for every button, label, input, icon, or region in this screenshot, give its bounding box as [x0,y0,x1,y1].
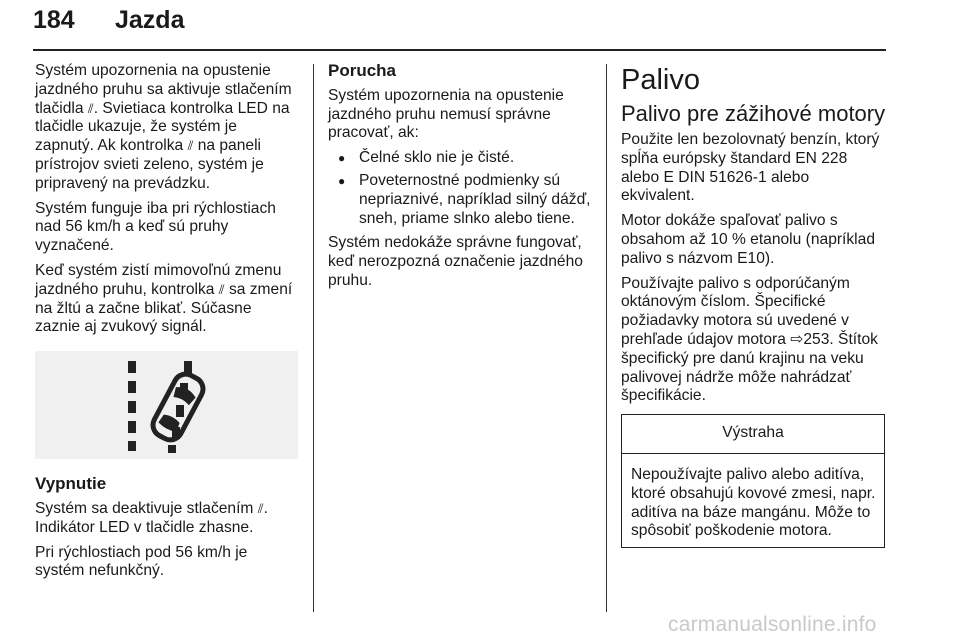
text: sa zmení na žltú a začne blikať. Súčasne zaznie aj zvukový signál. [35,280,293,336]
column-3 [621,62,887,548]
lane-departure-icon [35,351,298,459]
warning-body: Nepoužívajte palivo alebo aditíva, ktoré obsahujú kovové zmesi, napr. aditíva na báze mangánu. Môže to spôsobiť poškodenie motora. [631,465,876,540]
text: na paneli prístrojov svieti zeleno, systém je pripravený na prevádzku. [35,137,264,192]
text: Systém upozornenia na opustenie jazdného pruhu sa aktivuje stlačením tlačidla [35,62,292,117]
column-1 [35,62,300,587]
section-heading-porucha: Porucha [328,61,397,80]
chapter-heading: Palivo [621,64,700,96]
paragraph [621,275,887,407]
page-reference-icon: ⇨ [790,330,804,348]
lane-assist-icon: ⫽ [257,500,264,516]
paragraph [35,262,300,337]
list-item: ● Čelné sklo nie je čisté. [328,149,596,168]
page-header [33,6,886,46]
text: . Svietiaca kontrolka LED na tlačidle ukazuje, že systém je zapnutý. Ak kontrolka [35,99,290,155]
paragraph [35,500,300,538]
section-heading-vypnutie: Vypnutie [35,474,107,494]
page-number: 184 [33,6,75,34]
lane-departure-figure [35,351,298,459]
text: . Indikátor LED v tlačidle zhasne. [35,499,268,536]
lane-assist-icon: ⫽ [218,281,225,297]
warning-box [621,414,885,548]
paragraph: Motor dokáže spaľovať palivo s obsahom až 10 % etanolu (napríklad palivo s názvom E10). [621,212,875,267]
paragraph: Použite len bezolovnatý benzín, ktorý spĺňa európsky štandard EN 228 alebo E DIN 51626-1 alebo ekvivalent. [621,131,880,205]
paragraph: Systém upozornenia na opustenie jazdného pruhu nemusí správne pracovať, ak: [328,86,564,142]
lane-assist-icon: ⫽ [87,100,94,116]
page-title: Jazda [115,6,185,34]
paragraph: Pri rýchlostiach pod 56 km/h je systém nefunkčný. [35,543,248,580]
watermark: carmanualsonline.info [668,613,877,636]
paragraph [35,62,300,194]
header-divider [33,49,886,51]
column-divider-1 [313,64,314,612]
section-heading: Palivo pre zážihové motory [621,101,886,126]
text: Keď systém zistí mimovoľnú zmenu jazdného pruhu, kontrolka [35,261,282,298]
lane-assist-icon: ⫽ [187,138,194,154]
column-2 [328,62,596,297]
page-reference-link[interactable]: 253 [803,330,830,348]
bullet-list [328,149,596,228]
text: . Štítok špecifický pre danú krajinu na veku palivovej nádrže môže nahrádzať špecifikácie. [621,330,878,405]
paragraph: Systém nedokáže správne fungovať, keď nerozpozná označenie jazdného pruhu. [328,234,583,289]
warning-title: Výstraha [622,415,884,454]
list-item: ● Poveternostné podmienky sú nepriaznivé, napríklad silný dážď, sneh, priame slnko alebo tiene. [328,172,596,228]
column-divider-2 [606,64,607,612]
paragraph: Systém funguje iba pri rýchlostiach nad 56 km/h a keď sú pruhy vyznačené. [35,199,276,255]
text: Používajte palivo s odporúčaným oktánovým číslom. Špecifické požiadavky motora sú uvedené v prehľade údajov motora [621,274,850,348]
text: Systém sa deaktivuje stlačením [35,499,258,517]
